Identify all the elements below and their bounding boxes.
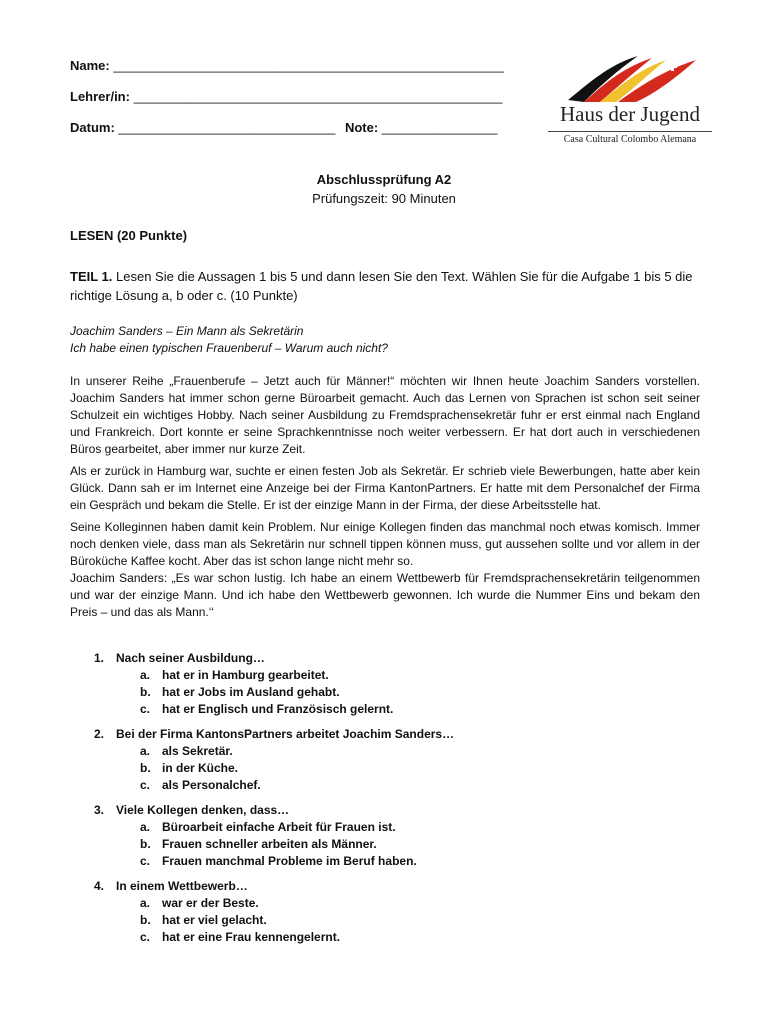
- article-paragraph: Als er zurück in Hamburg war, suchte er einen festen Job als Sekretär. Er schrieb viele Bewerbungen, hatte aber kein Glück. Dann sah er im Internet eine Anzeige bei der Firma KantonPartners. Er hatte mit dem Personalchef der Firma ein Gespräch und bekam die Stelle. Er ist der einzige Mann in der Firma, der diese Arbeitsstelle hat.: [70, 464, 700, 512]
- option-text: als Personalchef.: [162, 778, 261, 792]
- question-stem: In einem Wettbewerb…: [116, 879, 248, 893]
- answer-option: [94, 895, 454, 912]
- exam-title: Abschlussprüfung A2: [316, 172, 452, 187]
- option-letter: b.: [140, 761, 151, 775]
- article-title-line-1: Joachim Sanders – Ein Mann als Sekretärin: [70, 324, 304, 338]
- student-info-fields: [70, 58, 540, 151]
- article-paragraph: In unserer Reihe „Frauenberufe – Jetzt auch für Männer!“ möchten wir Ihnen heute Joachim Sanders vorstellen. Joachim Sanders hat immer schon gerne Büroarbeit gemacht. Auch das Lernen von Sprachen ist schon seit seiner Schulzeit ein wichtiges Hobby. Nach seiner Ausbildung zu Fremdsprachensekretär fuhr er erst einmal nach England und Frankreich. Dort konnte er seine Sprachkenntnisse noch weiter verbessern. Er hat dort auch in verschiedenen Büros gearbeitet, aber immer nur kurze Zeit.: [70, 374, 700, 456]
- answer-option: [94, 743, 454, 760]
- option-letter: a.: [140, 896, 151, 910]
- option-letter: b.: [140, 913, 151, 927]
- option-text: Frauen manchmal Probleme im Beruf haben.: [162, 854, 417, 868]
- name-blank-line: ______________________________________________________: [113, 58, 504, 73]
- haus-der-jugend-logo: [540, 52, 720, 152]
- logo-subtitle: Casa Cultural Colombo Alemana: [563, 134, 697, 145]
- flag-swoosh-icon: [560, 52, 700, 104]
- answer-option: [94, 836, 454, 853]
- grade-blank-line: ________________: [381, 120, 498, 135]
- grade-label: Note:: [344, 120, 379, 135]
- option-text: war er der Beste.: [162, 896, 259, 910]
- option-letter: c.: [140, 778, 151, 792]
- teacher-field: [70, 89, 540, 120]
- question-item: [94, 650, 454, 718]
- exam-duration: Prüfungszeit: 90 Minuten: [312, 191, 456, 206]
- logo-title: Haus der Jugend: [560, 102, 700, 126]
- date-label: Datum:: [70, 120, 115, 135]
- option-text: hat er viel gelacht.: [162, 913, 267, 927]
- answer-option: [94, 760, 454, 777]
- option-letter: b.: [140, 837, 151, 851]
- option-text: hat er Jobs im Ausland gehabt.: [162, 685, 340, 699]
- question-stem: Viele Kollegen denken, dass…: [116, 803, 290, 817]
- option-letter: c.: [140, 930, 151, 944]
- logo-divider: [548, 131, 712, 132]
- teacher-label: Lehrer/in:: [70, 89, 130, 104]
- option-text: in der Küche.: [162, 761, 239, 775]
- answer-option: [94, 684, 454, 701]
- question-list: [94, 650, 454, 954]
- option-text: Büroarbeit einfache Arbeit für Frauen ist.: [162, 820, 396, 834]
- question-number: 2.: [94, 727, 105, 741]
- date-blank-line: ______________________________: [118, 120, 336, 135]
- date-grade-field: [70, 120, 540, 151]
- task-instruction: [70, 267, 710, 305]
- answer-option: [94, 777, 454, 794]
- article-paragraph: Seine Kolleginnen haben damit kein Problem. Nur einige Kollegen finden das manchmal noch etwas komisch. Immer noch denken viele, dass man als Sekretärin nur schnell tippen können muss, gut aussehen sollte und vor allem in der Büroküche Kaffee kocht. Aber das ist schon lange nicht mehr so.: [70, 520, 700, 568]
- answer-option: [94, 853, 454, 870]
- answer-option: [94, 701, 454, 718]
- name-label: Name:: [70, 58, 110, 73]
- option-letter: a.: [140, 668, 151, 682]
- task-text: Lesen Sie die Aussagen 1 bis 5 und dann lesen Sie den Text. Wählen Sie für die Aufgabe 1 bis 5 die richtige Lösung a, b oder c. (10 Punkte): [70, 269, 693, 303]
- question-item: [94, 802, 454, 870]
- teacher-blank-line: ___________________________________________________: [133, 89, 503, 104]
- answer-option: [94, 912, 454, 929]
- question-stem: Bei der Firma KantonsPartners arbeitet Joachim Sanders…: [116, 727, 455, 741]
- article-paragraph: Joachim Sanders: „Es war schon lustig. Ich habe an einem Wettbewerb für Fremdsprachensekretärin teilgenommen und war der einzige Mann. Und ich habe den Wettbewerb gewonnen. Ich wurde die Nummer Eins und bekam den Preis – und das als Mann.‘‘: [70, 571, 700, 619]
- option-text: als Sekretär.: [162, 744, 233, 758]
- question-item: [94, 878, 454, 946]
- section-heading: LESEN (20 Punkte): [70, 228, 188, 243]
- option-letter: b.: [140, 685, 151, 699]
- answer-option: [94, 929, 454, 946]
- option-letter: a.: [140, 744, 151, 758]
- task-label: TEIL 1.: [70, 269, 113, 284]
- question-number: 1.: [94, 651, 105, 665]
- exam-title-block: [0, 172, 768, 206]
- option-text: Frauen schneller arbeiten als Männer.: [162, 837, 377, 851]
- option-letter: c.: [140, 702, 151, 716]
- option-text: hat er Englisch und Französisch gelernt.: [162, 702, 394, 716]
- option-letter: c.: [140, 854, 151, 868]
- article-title-line-2: Ich habe einen typischen Frauenberuf – Warum auch nicht?: [70, 341, 388, 355]
- article-body: [70, 373, 700, 626]
- option-text: hat er in Hamburg gearbeitet.: [162, 668, 329, 682]
- answer-option: [94, 819, 454, 836]
- article-title: [70, 323, 388, 357]
- question-stem: Nach seiner Ausbildung…: [116, 651, 265, 665]
- question-number: 4.: [94, 879, 105, 893]
- name-field: [70, 58, 540, 89]
- answer-option: [94, 667, 454, 684]
- option-letter: a.: [140, 820, 151, 834]
- question-number: 3.: [94, 803, 105, 817]
- question-item: [94, 726, 454, 794]
- option-text: hat er eine Frau kennengelernt.: [162, 930, 341, 944]
